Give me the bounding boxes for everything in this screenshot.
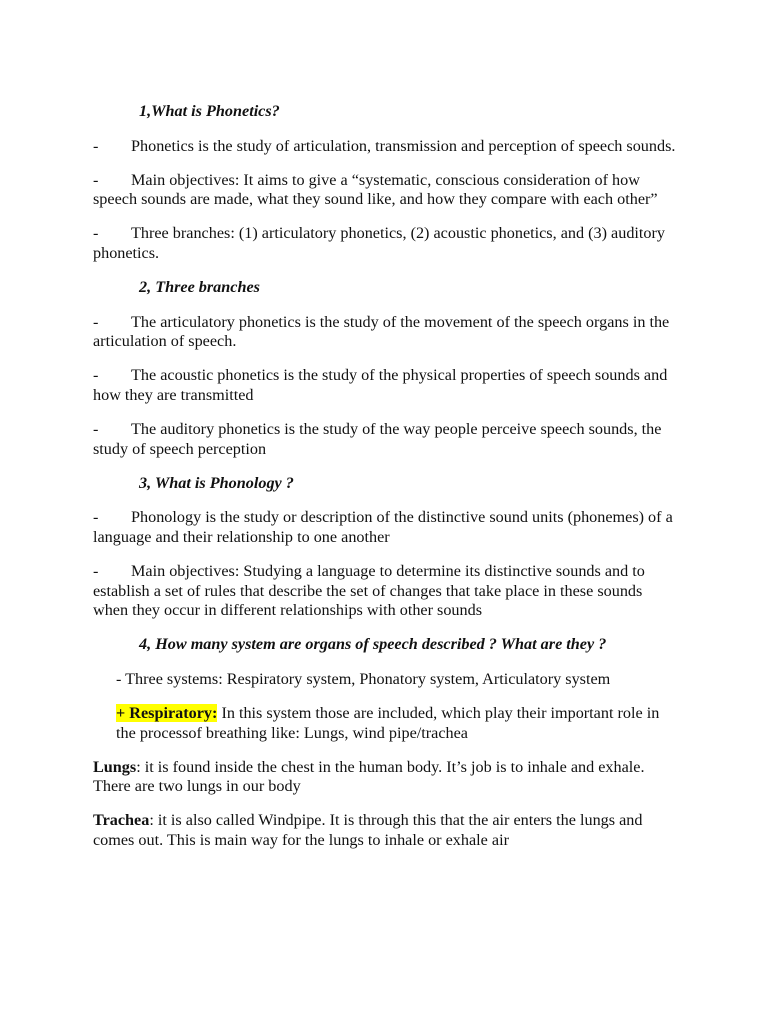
bullet-item xyxy=(93,224,678,263)
bullet-item xyxy=(93,171,678,210)
bullet-text: The auditory phonetics is the study of the way people perceive speech sounds, the study of speech perception xyxy=(93,420,662,458)
bullet-dash: - xyxy=(93,420,99,439)
trachea-term: Trachea xyxy=(93,811,150,830)
bullet-item xyxy=(93,562,678,621)
section-heading: 4, How many system are organs of speech described ? What are they ? xyxy=(139,635,607,654)
bullet-text: Main objectives: It aims to give a “systematic, conscious consideration of how speech sounds are made, what they sound like, and how they compare with each other” xyxy=(93,170,658,209)
trachea-paragraph xyxy=(93,811,678,850)
highlighted-label: + Respiratory: xyxy=(116,703,218,722)
bullet-dash: - xyxy=(93,366,99,385)
bullet-text: Phonology is the study or description of the distinctive sound units (phonemes) of a language and their relationship to one another xyxy=(93,508,673,546)
section-heading: 3, What is Phonology ? xyxy=(139,473,294,492)
systems-line: - Three systems: Respiratory system, Phonatory system, Articulatory system xyxy=(116,669,611,688)
respiratory-text: In this system those are included, which play their important role in the processof breathing like: Lungs, wind pipe/trachea xyxy=(116,703,660,742)
bullet-dash: - xyxy=(93,224,99,243)
bullet-item xyxy=(93,420,678,459)
bullet-dash: - xyxy=(93,170,99,189)
bullet-text: The articulatory phonetics is the study of the movement of the speech organs in the articulation of speech. xyxy=(93,312,670,351)
bullet-dash: - xyxy=(93,312,99,331)
bullet-text: Phonetics is the study of articulation, transmission and perception of speech sounds. xyxy=(131,136,676,155)
bullet-dash: - xyxy=(93,508,99,527)
bullet-text: Three branches: (1) articulatory phonetics, (2) acoustic phonetics, and (3) auditory phonetics. xyxy=(93,224,665,262)
lungs-paragraph xyxy=(93,758,678,797)
bullet-item xyxy=(93,508,678,547)
bullet-item xyxy=(93,366,678,405)
bullet-dash: - xyxy=(93,562,99,580)
trachea-text: : it is also called Windpipe. It is through this that the air enters the lungs and comes out. This is main way for the lungs to inhale or exhale air xyxy=(93,811,643,849)
bullet-item xyxy=(93,137,678,157)
bullet-dash: - xyxy=(93,136,99,155)
section-heading: 1,What is Phonetics? xyxy=(139,102,280,120)
lungs-text: : it is found inside the chest in the human body. It’s job is to inhale and exhale. There are two lungs in our body xyxy=(93,757,645,796)
bullet-item xyxy=(93,313,678,352)
section-heading: 2, Three branches xyxy=(139,278,260,297)
document-body xyxy=(93,102,678,865)
bullet-text: Main objectives: Studying a language to determine its distinctive sounds and to establish a set of rules that describe the set of changes that take place in these sounds when they occur in different relationships with other sounds xyxy=(93,562,645,620)
bullet-text: The acoustic phonetics is the study of the physical properties of speech sounds and how they are transmitted xyxy=(93,366,668,404)
respiratory-paragraph xyxy=(116,704,678,743)
lungs-term: Lungs xyxy=(93,757,137,776)
